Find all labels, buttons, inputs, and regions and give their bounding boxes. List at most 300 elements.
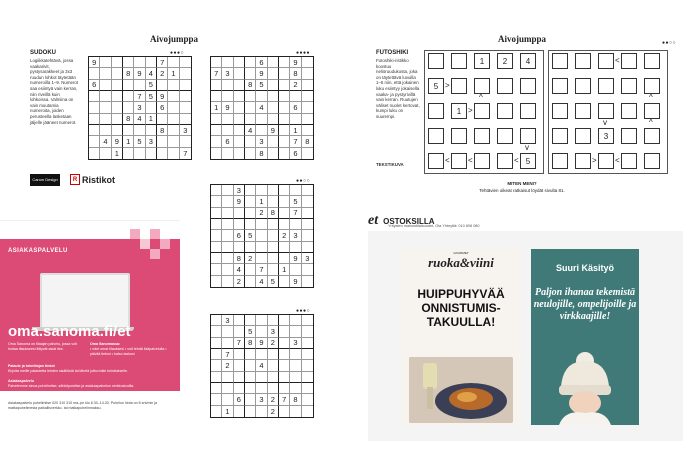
sudoku-cell[interactable]: 8 [302, 136, 313, 147]
sudoku-cell[interactable] [279, 208, 290, 219]
sudoku-cell[interactable]: 3 [256, 394, 267, 405]
sudoku-cell[interactable] [222, 114, 233, 125]
sudoku-cell[interactable] [290, 372, 301, 383]
sudoku-cell[interactable] [245, 372, 256, 383]
sudoku-cell[interactable] [89, 125, 100, 136]
sudoku-cell[interactable] [100, 148, 111, 159]
sudoku-cell[interactable] [302, 338, 313, 349]
sudoku-cell[interactable]: 2 [268, 338, 279, 349]
sudoku-cell[interactable] [279, 338, 290, 349]
futoshiki-cell[interactable] [474, 128, 492, 148]
sudoku-grid[interactable] [210, 314, 314, 418]
sudoku-cell[interactable]: 3 [290, 230, 301, 241]
sudoku-cell[interactable] [256, 383, 267, 394]
sudoku-cell[interactable] [268, 136, 279, 147]
sudoku-cell[interactable] [234, 360, 245, 371]
futoshiki-box[interactable] [644, 103, 660, 119]
sudoku-cell[interactable]: 5 [146, 91, 157, 102]
futoshiki-cell[interactable] [621, 53, 639, 73]
futoshiki-box[interactable] [451, 78, 467, 94]
sudoku-cell[interactable] [302, 208, 313, 219]
sudoku-cell[interactable] [146, 125, 157, 136]
sudoku-cell[interactable] [256, 219, 267, 230]
futoshiki-box[interactable] [552, 78, 568, 94]
sudoku-cell[interactable]: 5 [256, 80, 267, 91]
futoshiki-cell[interactable] [621, 153, 639, 173]
futoshiki-cell[interactable] [428, 53, 446, 73]
futoshiki-box[interactable]: 4 [520, 53, 536, 69]
sudoku-cell[interactable] [245, 276, 256, 287]
sudoku-cell[interactable] [256, 349, 267, 360]
sudoku-cell[interactable] [89, 136, 100, 147]
sudoku-cell[interactable] [279, 253, 290, 264]
sudoku-cell[interactable] [222, 394, 233, 405]
sudoku-cell[interactable]: 1 [112, 148, 123, 159]
sudoku-cell[interactable] [268, 372, 279, 383]
sudoku-cell[interactable]: 7 [222, 349, 233, 360]
futoshiki-grid[interactable] [428, 53, 538, 173]
sudoku-cell[interactable]: 1 [168, 68, 179, 79]
sudoku-cell[interactable] [222, 253, 233, 264]
sudoku-cell[interactable] [168, 136, 179, 147]
sudoku-cell[interactable] [168, 91, 179, 102]
sudoku-cell[interactable] [302, 68, 313, 79]
sudoku-cell[interactable] [302, 383, 313, 394]
sudoku-cell[interactable]: 4 [256, 360, 267, 371]
sudoku-cell[interactable]: 2 [290, 80, 301, 91]
futoshiki-box[interactable] [520, 128, 536, 144]
sudoku-cell[interactable] [211, 276, 222, 287]
sudoku-cell[interactable]: 4 [134, 114, 145, 125]
sudoku-cell[interactable] [279, 114, 290, 125]
sudoku-cell[interactable] [245, 136, 256, 147]
sudoku-cell[interactable] [180, 102, 191, 113]
sudoku-cell[interactable]: 4 [146, 68, 157, 79]
sudoku-cell[interactable] [302, 264, 313, 275]
sudoku-cell[interactable] [302, 185, 313, 196]
sudoku-cell[interactable] [123, 57, 134, 68]
futoshiki-box[interactable] [497, 103, 513, 119]
sudoku-cell[interactable] [168, 148, 179, 159]
sudoku-cell[interactable] [100, 57, 111, 68]
futoshiki-cell[interactable] [520, 153, 538, 173]
futoshiki-cell[interactable] [552, 103, 570, 123]
futoshiki-cell[interactable] [520, 78, 538, 98]
futoshiki-cell[interactable] [575, 53, 593, 73]
futoshiki-box[interactable] [598, 78, 614, 94]
sudoku-cell[interactable] [234, 326, 245, 337]
sudoku-cell[interactable]: 8 [290, 68, 301, 79]
sudoku-cell[interactable] [245, 57, 256, 68]
sudoku-cell[interactable] [234, 102, 245, 113]
sudoku-cell[interactable] [279, 383, 290, 394]
sudoku-cell[interactable] [89, 91, 100, 102]
sudoku-cell[interactable] [123, 91, 134, 102]
sudoku-cell[interactable]: 3 [222, 68, 233, 79]
sudoku-cell[interactable] [302, 57, 313, 68]
sudoku-cell[interactable] [168, 125, 179, 136]
futoshiki-box[interactable] [598, 53, 614, 69]
sudoku-cell[interactable] [245, 196, 256, 207]
sudoku-cell[interactable]: 1 [123, 136, 134, 147]
ad-url-link[interactable]: oma.sanoma.fi/et [8, 323, 131, 340]
sudoku-cell[interactable]: 2 [279, 230, 290, 241]
sudoku-cell[interactable]: 3 [302, 253, 313, 264]
sudoku-cell[interactable] [157, 148, 168, 159]
sudoku-cell[interactable]: 6 [234, 230, 245, 241]
sudoku-cell[interactable] [268, 315, 279, 326]
sudoku-cell[interactable]: 6 [222, 136, 233, 147]
sudoku-grid[interactable] [88, 56, 192, 160]
sudoku-cell[interactable]: 2 [222, 360, 233, 371]
futoshiki-box[interactable] [621, 103, 637, 119]
sudoku-cell[interactable] [222, 148, 233, 159]
sudoku-cell[interactable] [279, 360, 290, 371]
sudoku-cell[interactable]: 3 [146, 136, 157, 147]
sudoku-cell[interactable] [245, 264, 256, 275]
sudoku-cell[interactable] [134, 57, 145, 68]
futoshiki-cell[interactable] [497, 78, 515, 98]
sudoku-cell[interactable] [302, 125, 313, 136]
ruoka-viini-ad[interactable] [401, 249, 521, 425]
sudoku-cell[interactable] [279, 276, 290, 287]
futoshiki-box[interactable] [428, 153, 444, 169]
futoshiki-cell[interactable] [474, 103, 492, 123]
sudoku-cell[interactable]: 1 [211, 102, 222, 113]
sudoku-cell[interactable] [89, 148, 100, 159]
sudoku-cell[interactable]: 5 [146, 80, 157, 91]
futoshiki-box[interactable] [520, 103, 536, 119]
sudoku-cell[interactable] [234, 208, 245, 219]
sudoku-cell[interactable] [112, 125, 123, 136]
futoshiki-box[interactable] [552, 153, 568, 169]
sudoku-cell[interactable] [180, 68, 191, 79]
sudoku-cell[interactable] [180, 80, 191, 91]
sudoku-cell[interactable] [256, 230, 267, 241]
sudoku-cell[interactable] [302, 406, 313, 417]
sudoku-cell[interactable] [100, 102, 111, 113]
sudoku-cell[interactable]: 2 [268, 394, 279, 405]
futoshiki-cell[interactable] [552, 78, 570, 98]
sudoku-cell[interactable] [211, 242, 222, 253]
sudoku-cell[interactable] [302, 326, 313, 337]
futoshiki-box[interactable] [575, 128, 591, 144]
customer-service-ad[interactable] [0, 220, 180, 450]
sudoku-cell[interactable] [245, 406, 256, 417]
futoshiki-cell[interactable] [451, 103, 473, 123]
futoshiki-box[interactable] [428, 53, 444, 69]
sudoku-cell[interactable] [234, 114, 245, 125]
sudoku-cell[interactable] [211, 264, 222, 275]
sudoku-cell[interactable] [302, 230, 313, 241]
futoshiki-cell[interactable] [598, 53, 620, 73]
sudoku-cell[interactable]: 9 [290, 276, 301, 287]
sudoku-cell[interactable] [211, 253, 222, 264]
sudoku-cell[interactable] [245, 68, 256, 79]
futoshiki-box[interactable] [575, 153, 591, 169]
sudoku-cell[interactable]: 6 [234, 394, 245, 405]
sudoku-cell[interactable]: 8 [256, 148, 267, 159]
sudoku-cell[interactable] [234, 219, 245, 230]
futoshiki-box[interactable] [428, 103, 444, 119]
sudoku-cell[interactable]: 9 [134, 68, 145, 79]
sudoku-cell[interactable] [157, 136, 168, 147]
sudoku-cell[interactable] [268, 68, 279, 79]
futoshiki-cell[interactable] [552, 53, 570, 73]
sudoku-cell[interactable] [268, 242, 279, 253]
sudoku-cell[interactable] [245, 315, 256, 326]
futoshiki-box[interactable] [644, 153, 660, 169]
sudoku-cell[interactable]: 7 [134, 91, 145, 102]
sudoku-cell[interactable] [268, 114, 279, 125]
sudoku-cell[interactable] [180, 57, 191, 68]
futoshiki-cell[interactable] [474, 53, 492, 73]
futoshiki-cell[interactable] [520, 103, 538, 123]
sudoku-cell[interactable] [302, 242, 313, 253]
sudoku-cell[interactable] [89, 68, 100, 79]
sudoku-cell[interactable] [222, 338, 233, 349]
futoshiki-cell[interactable] [451, 128, 469, 148]
sudoku-cell[interactable]: 4 [256, 102, 267, 113]
sudoku-cell[interactable] [234, 57, 245, 68]
sudoku-cell[interactable]: 9 [89, 57, 100, 68]
futoshiki-cell[interactable] [598, 128, 616, 148]
sudoku-cell[interactable] [211, 349, 222, 360]
sudoku-cell[interactable] [211, 125, 222, 136]
sudoku-cell[interactable]: 4 [256, 276, 267, 287]
sudoku-cell[interactable] [123, 80, 134, 91]
futoshiki-cell[interactable] [520, 128, 538, 152]
futoshiki-cell[interactable] [644, 153, 662, 173]
sudoku-cell[interactable]: 7 [290, 208, 301, 219]
sudoku-cell[interactable] [157, 114, 168, 125]
sudoku-cell[interactable] [157, 80, 168, 91]
sudoku-cell[interactable] [302, 360, 313, 371]
futoshiki-box[interactable] [497, 128, 513, 144]
sudoku-cell[interactable] [302, 91, 313, 102]
sudoku-cell[interactable] [245, 383, 256, 394]
sudoku-cell[interactable] [146, 102, 157, 113]
sudoku-cell[interactable]: 3 [222, 315, 233, 326]
sudoku-cell[interactable] [100, 80, 111, 91]
sudoku-cell[interactable] [89, 102, 100, 113]
sudoku-cell[interactable] [211, 315, 222, 326]
sudoku-cell[interactable] [256, 114, 267, 125]
sudoku-cell[interactable] [211, 114, 222, 125]
futoshiki-box[interactable] [575, 103, 591, 119]
futoshiki-cell[interactable] [497, 153, 519, 173]
sudoku-cell[interactable]: 6 [290, 102, 301, 113]
sudoku-cell[interactable] [222, 264, 233, 275]
sudoku-cell[interactable] [302, 276, 313, 287]
futoshiki-box[interactable] [520, 78, 536, 94]
sudoku-cell[interactable] [302, 196, 313, 207]
futoshiki-box[interactable] [451, 53, 467, 69]
sudoku-cell[interactable] [302, 102, 313, 113]
sudoku-cell[interactable] [302, 394, 313, 405]
futoshiki-box[interactable] [575, 53, 591, 69]
sudoku-cell[interactable] [180, 136, 191, 147]
sudoku-cell[interactable] [234, 91, 245, 102]
sudoku-cell[interactable] [222, 383, 233, 394]
sudoku-cell[interactable] [168, 80, 179, 91]
sudoku-cell[interactable]: 8 [234, 253, 245, 264]
sudoku-cell[interactable] [245, 219, 256, 230]
sudoku-cell[interactable]: 4 [100, 136, 111, 147]
sudoku-cell[interactable] [279, 372, 290, 383]
futoshiki-cell[interactable] [575, 153, 597, 173]
sudoku-cell[interactable]: 6 [89, 80, 100, 91]
futoshiki-box[interactable] [644, 128, 660, 144]
sudoku-cell[interactable]: 8 [268, 208, 279, 219]
futoshiki-box[interactable] [474, 153, 490, 169]
sudoku-cell[interactable]: 8 [290, 394, 301, 405]
sudoku-cell[interactable] [211, 136, 222, 147]
sudoku-cell[interactable]: 7 [211, 68, 222, 79]
sudoku-cell[interactable]: 5 [290, 196, 301, 207]
sudoku-cell[interactable] [256, 315, 267, 326]
sudoku-cell[interactable] [234, 349, 245, 360]
futoshiki-grid[interactable] [552, 53, 662, 173]
sudoku-cell[interactable]: 6 [157, 102, 168, 113]
sudoku-cell[interactable] [222, 242, 233, 253]
sudoku-cell[interactable] [211, 383, 222, 394]
futoshiki-box[interactable]: 1 [474, 53, 490, 69]
sudoku-cell[interactable]: 1 [279, 264, 290, 275]
sudoku-cell[interactable] [222, 372, 233, 383]
futoshiki-cell[interactable] [428, 153, 450, 173]
sudoku-cell[interactable]: 9 [234, 196, 245, 207]
futoshiki-box[interactable] [598, 153, 614, 169]
sudoku-cell[interactable] [100, 68, 111, 79]
sudoku-cell[interactable] [279, 80, 290, 91]
sudoku-cell[interactable] [245, 114, 256, 125]
sudoku-cell[interactable] [290, 219, 301, 230]
futoshiki-box[interactable] [552, 53, 568, 69]
sudoku-cell[interactable]: 2 [245, 253, 256, 264]
sudoku-cell[interactable] [222, 57, 233, 68]
sudoku-cell[interactable] [234, 136, 245, 147]
sudoku-cell[interactable]: 1 [222, 406, 233, 417]
sudoku-cell[interactable]: 5 [245, 230, 256, 241]
sudoku-cell[interactable] [112, 57, 123, 68]
sudoku-cell[interactable] [211, 148, 222, 159]
sudoku-cell[interactable] [290, 242, 301, 253]
futoshiki-box[interactable] [621, 153, 637, 169]
sudoku-cell[interactable] [234, 406, 245, 417]
sudoku-cell[interactable] [134, 148, 145, 159]
sudoku-cell[interactable] [290, 360, 301, 371]
futoshiki-box[interactable] [644, 78, 660, 94]
futoshiki-cell[interactable] [520, 53, 538, 73]
sudoku-cell[interactable] [180, 114, 191, 125]
sudoku-cell[interactable] [256, 406, 267, 417]
sudoku-cell[interactable] [279, 125, 290, 136]
sudoku-cell[interactable]: 5 [245, 326, 256, 337]
futoshiki-cell[interactable] [598, 78, 616, 98]
sudoku-cell[interactable] [279, 406, 290, 417]
futoshiki-box[interactable] [497, 78, 513, 94]
sudoku-cell[interactable]: 6 [290, 148, 301, 159]
sudoku-cell[interactable] [268, 148, 279, 159]
sudoku-cell[interactable] [211, 326, 222, 337]
futoshiki-box[interactable] [474, 78, 490, 94]
sudoku-cell[interactable]: 3 [268, 326, 279, 337]
sudoku-cell[interactable] [268, 349, 279, 360]
sudoku-cell[interactable] [290, 264, 301, 275]
sudoku-cell[interactable] [222, 91, 233, 102]
sudoku-cell[interactable] [211, 338, 222, 349]
futoshiki-cell[interactable] [451, 78, 469, 98]
sudoku-cell[interactable]: 3 [134, 102, 145, 113]
sudoku-cell[interactable]: 3 [180, 125, 191, 136]
futoshiki-cell[interactable] [575, 103, 593, 123]
sudoku-cell[interactable] [245, 148, 256, 159]
sudoku-cell[interactable] [123, 102, 134, 113]
sudoku-cell[interactable] [211, 196, 222, 207]
sudoku-cell[interactable] [256, 91, 267, 102]
sudoku-cell[interactable] [279, 196, 290, 207]
sudoku-cell[interactable] [100, 114, 111, 125]
sudoku-cell[interactable] [279, 57, 290, 68]
sudoku-cell[interactable]: 7 [183, 148, 188, 158]
sudoku-grid[interactable] [210, 184, 314, 288]
sudoku-cell[interactable] [290, 114, 301, 125]
sudoku-cell[interactable]: 6 [256, 57, 267, 68]
futoshiki-cell[interactable] [644, 78, 662, 102]
sudoku-cell[interactable] [123, 125, 134, 136]
futoshiki-cell[interactable] [644, 128, 662, 148]
sudoku-cell[interactable] [268, 383, 279, 394]
sudoku-cell[interactable] [222, 276, 233, 287]
sudoku-cell[interactable] [268, 91, 279, 102]
sudoku-cell[interactable] [290, 91, 301, 102]
sudoku-cell[interactable] [290, 349, 301, 360]
sudoku-cell[interactable] [268, 219, 279, 230]
futoshiki-box[interactable]: 2 [497, 53, 513, 69]
sudoku-cell[interactable] [146, 57, 157, 68]
sudoku-cell[interactable] [268, 196, 279, 207]
sudoku-cell[interactable] [290, 383, 301, 394]
futoshiki-cell[interactable] [552, 153, 570, 173]
sudoku-cell[interactable] [268, 185, 279, 196]
sudoku-cell[interactable]: 9 [256, 68, 267, 79]
sudoku-cell[interactable]: 9 [256, 338, 267, 349]
sudoku-cell[interactable] [222, 219, 233, 230]
sudoku-cell[interactable] [279, 102, 290, 113]
futoshiki-cell[interactable] [497, 103, 515, 123]
sudoku-cell[interactable] [234, 242, 245, 253]
sudoku-cell[interactable] [168, 102, 179, 113]
sudoku-cell[interactable] [112, 114, 123, 125]
sudoku-cell[interactable] [302, 219, 313, 230]
sudoku-cell[interactable] [211, 91, 222, 102]
sudoku-cell[interactable]: 9 [157, 91, 168, 102]
futoshiki-cell[interactable] [598, 153, 620, 173]
sudoku-cell[interactable] [222, 125, 233, 136]
sudoku-cell[interactable] [234, 148, 245, 159]
sudoku-cell[interactable] [268, 80, 279, 91]
futoshiki-box[interactable] [644, 53, 660, 69]
sudoku-cell[interactable] [302, 372, 313, 383]
sudoku-cell[interactable]: 7 [234, 338, 245, 349]
sudoku-cell[interactable] [211, 185, 222, 196]
futoshiki-cell[interactable] [575, 78, 593, 98]
sudoku-cell[interactable] [268, 102, 279, 113]
sudoku-cell[interactable]: 3 [256, 136, 267, 147]
sudoku-cell[interactable] [234, 80, 245, 91]
futoshiki-box[interactable]: 5 [520, 153, 536, 169]
